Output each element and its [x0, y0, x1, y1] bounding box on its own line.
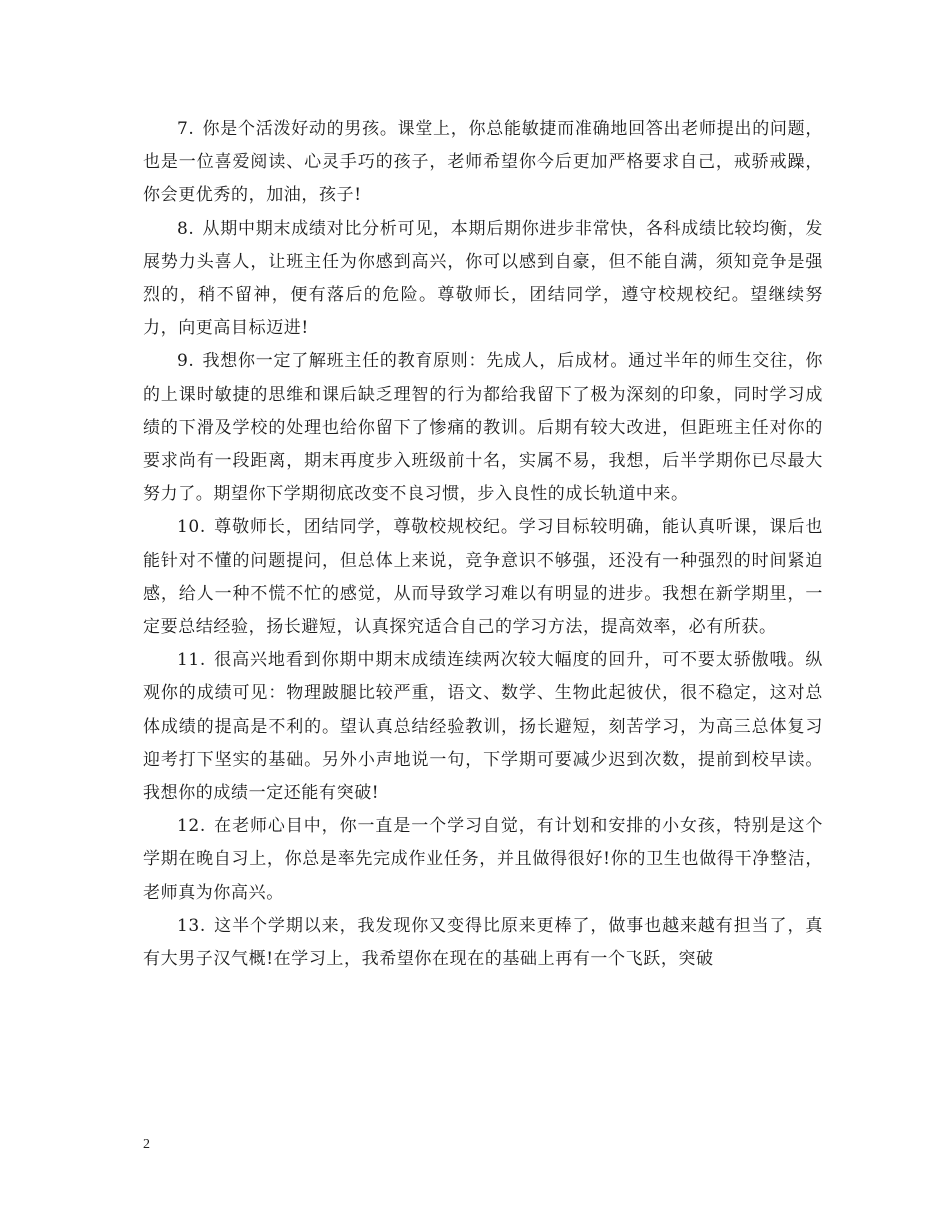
comment-paragraph-9: [143, 345, 823, 511]
page-number: 2: [143, 1137, 150, 1152]
paragraph-number: 11.: [177, 650, 206, 671]
paragraph-number: 13.: [177, 915, 206, 936]
paragraph-text: 我想你一定了解班主任的教育原则：先成人，后成材。通过半年的师生交往，你的上课时敏捷的思维和课后缺乏理智的行为都给我留下了极为深刻的印象，同时学习成绩的下滑及学校的处理也给你留下了惨痛的教训。后期有较大改进，但距班主任对你的要求尚有一段距离，期末再度步入班级前十名，实属不易，我想，后半学期你已尽最大努力了。期望你下学期彻底改变不良习惯，步入良性的成长轨道中来。: [143, 351, 823, 505]
paragraph-text: 在老师心目中，你一直是一个学习自觉，有计划和安排的小女孩，特别是这个学期在晚自习上，你总是率先完成作业任务，并且做得很好!你的卫生也做得干净整洁，老师真为你高兴。: [143, 816, 823, 903]
document-body: [143, 113, 823, 976]
comment-paragraph-8: [143, 213, 823, 346]
paragraph-text: 你是个活泼好动的男孩。课堂上，你总能敏捷而准确地回答出老师提出的问题，也是一位喜爱阅读、心灵手巧的孩子，老师希望你今后更加严格要求自己，戒骄戒躁，你会更优秀的，加油，孩子!: [143, 119, 823, 206]
paragraph-text: 从期中期末成绩对比分析可见，本期后期你进步非常快，各科成绩比较均衡，发展势力头喜人，让班主任为你感到高兴，你可以感到自豪，但不能自满，须知竞争是强烈的，稍不留神，便有落后的危险。尊敬师长，团结同学，遵守校规校纪。望继续努力，向更高目标迈进!: [143, 218, 823, 339]
paragraph-text: 这半个学期以来，我发现你又变得比原来更棒了，做事也越来越有担当了，真有大男子汉气概!在学习上，我希望你在现在的基础上再有一个飞跃，突破: [143, 915, 823, 970]
comment-paragraph-12: [143, 810, 823, 910]
paragraph-number: 9.: [177, 351, 195, 372]
comment-paragraph-10: [143, 511, 823, 644]
paragraph-text: 很高兴地看到你期中期末成绩连续两次较大幅度的回升，可不要太骄傲哦。纵观你的成绩可见：物理跛腿比较严重，语文、数学、生物此起彼伏，很不稳定，这对总体成绩的提高是不利的。望认真总结经验教训，扬长避短，刻苦学习，为高三总体复习迎考打下坚实的基础。另外小声地说一句，下学期可要减少迟到次数，提前到校早读。我想你的成绩一定还能有突破!: [143, 650, 823, 804]
paragraph-number: 8.: [177, 218, 195, 239]
paragraph-number: 7.: [177, 119, 195, 139]
comment-paragraph-11: [143, 644, 823, 810]
comment-paragraph-7: [143, 113, 823, 213]
paragraph-number: 12.: [177, 816, 206, 837]
paragraph-number: 10.: [177, 517, 206, 538]
comment-paragraph-13: [143, 910, 823, 976]
paragraph-text: 尊敬师长，团结同学，尊敬校规校纪。学习目标较明确，能认真听课，课后也能针对不懂的问题提问，但总体上来说，竞争意识不够强，还没有一种强烈的时间紧迫感，给人一种不慌不忙的感觉，从而导致学习难以有明显的进步。我想在新学期里，一定要总结经验，扬长避短，认真探究适合自己的学习方法，提高效率，必有所获。: [143, 517, 823, 638]
